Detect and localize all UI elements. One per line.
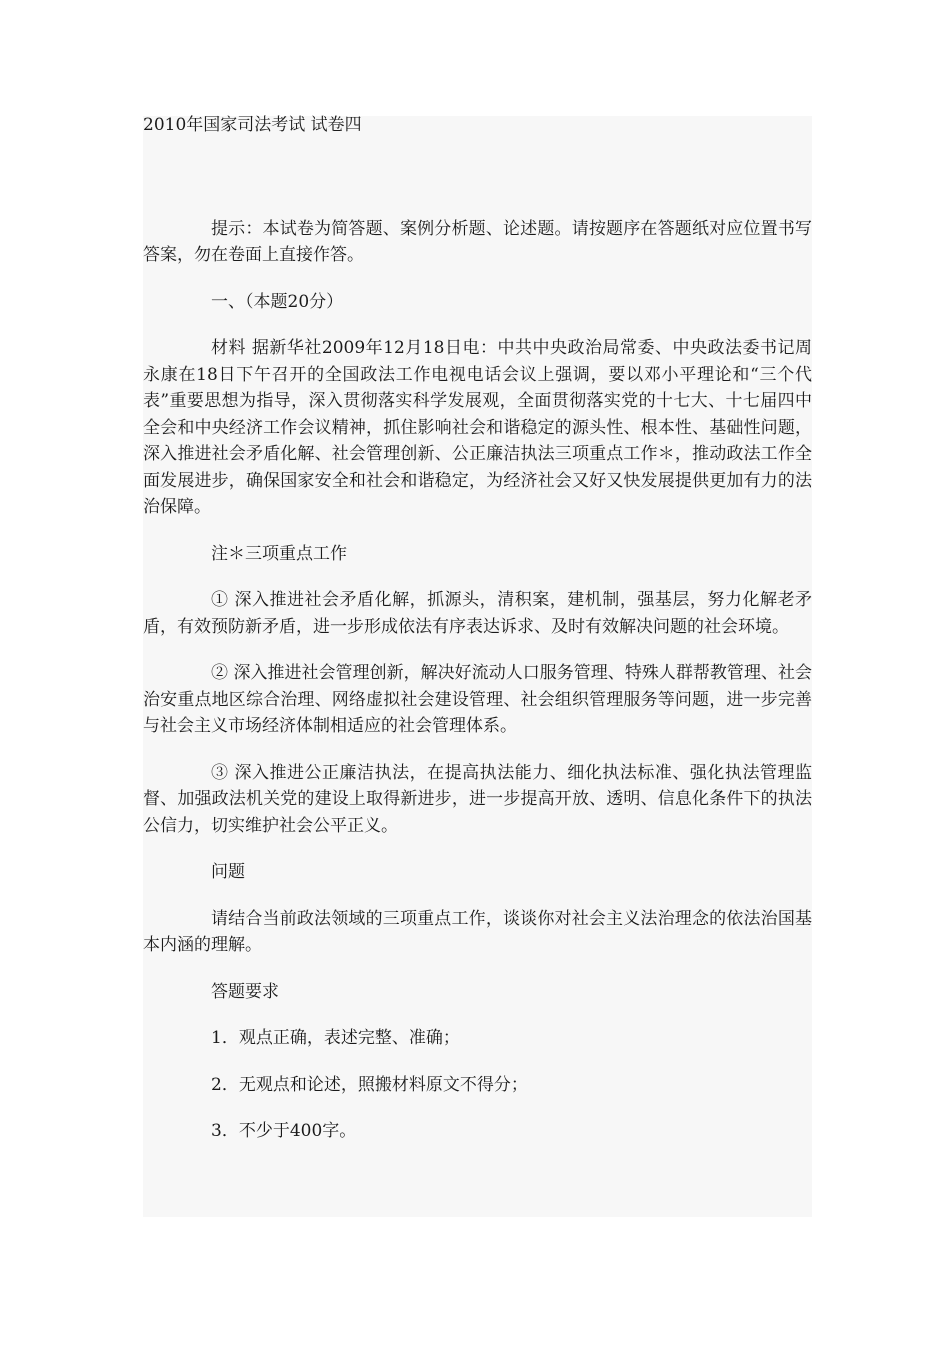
spacer [143, 1005, 812, 1025]
spacer [143, 315, 812, 335]
material-paragraph: 材料 据新华社2009年12月18日电：中共中央政治局常委、中央政法委书记周永康在18日下午召开的全国政法工作电视电话会议上强调，要以邓小平理论和“三个代表”重要思想为指导，深入贯彻落实科学发展观，全面贯彻落实党的十七大、十七届四中全会和中央经济工作会议精神，抓住影响社会和谐稳定的源头性、根本性、基础性问题，深入推进社会矛盾化解、社会管理创新、公正廉洁执法三项重点工作＊，推动政法工作全面发展进步，确保国家安全和社会和谐稳定，为经济社会又好又快发展提供更加有力的法治保障。 [143, 338, 812, 517]
spacer [143, 139, 812, 216]
spacer [143, 959, 812, 979]
section-heading: 一、（本题20分） [211, 291, 344, 312]
document-title: 2010年国家司法考试 试卷四 [143, 115, 362, 135]
requirement-item-2: 2．无观点和论述，照搬材料原文不得分； [211, 1074, 528, 1095]
spacer [143, 567, 812, 587]
question-heading: 问题 [211, 862, 245, 882]
spacer [143, 839, 812, 859]
spacer [143, 521, 812, 541]
exam-hint: 提示：本试卷为简答题、案例分析题、论述题。请按题序在答题纸对应位置书写答案，勿在卷面上直接作答。 [143, 218, 812, 265]
document-body [143, 112, 812, 1145]
spacer [143, 740, 812, 760]
question-text: 请结合当前政法领域的三项重点工作，谈谈你对社会主义法治理念的依法治国基本内涵的理解。 [143, 908, 812, 955]
note-item-1: ① 深入推进社会矛盾化解，抓源头，清积案，建机制，强基层，努力化解老矛盾，有效预防新矛盾，进一步形成依法有序表达诉求、及时有效解决问题的社会环境。 [143, 590, 812, 637]
note-item-2: ② 深入推进社会管理创新，解决好流动人口服务管理、特殊人群帮教管理、社会治安重点地区综合治理、网络虚拟社会建设管理、社会组织管理服务等问题，进一步完善与社会主义市场经济体制相适应的社会管理体系。 [143, 663, 812, 736]
spacer [143, 640, 812, 660]
note-item-3: ③ 深入推进公正廉洁执法，在提高执法能力、细化执法标准、强化执法管理监督、加强政法机关党的建设上取得新进步，进一步提高开放、透明、信息化条件下的执法公信力，切实维护社会公平正义。 [143, 762, 812, 836]
spacer [143, 269, 812, 289]
spacer [143, 1098, 812, 1118]
spacer [143, 1052, 812, 1072]
note-heading: 注＊三项重点工作 [211, 543, 347, 564]
requirements-heading: 答题要求 [211, 981, 279, 1002]
requirement-item-1: 1．观点正确，表述完整、准确； [211, 1028, 460, 1048]
requirement-item-3: 3．不少于400字。 [211, 1121, 357, 1141]
spacer [143, 886, 812, 906]
